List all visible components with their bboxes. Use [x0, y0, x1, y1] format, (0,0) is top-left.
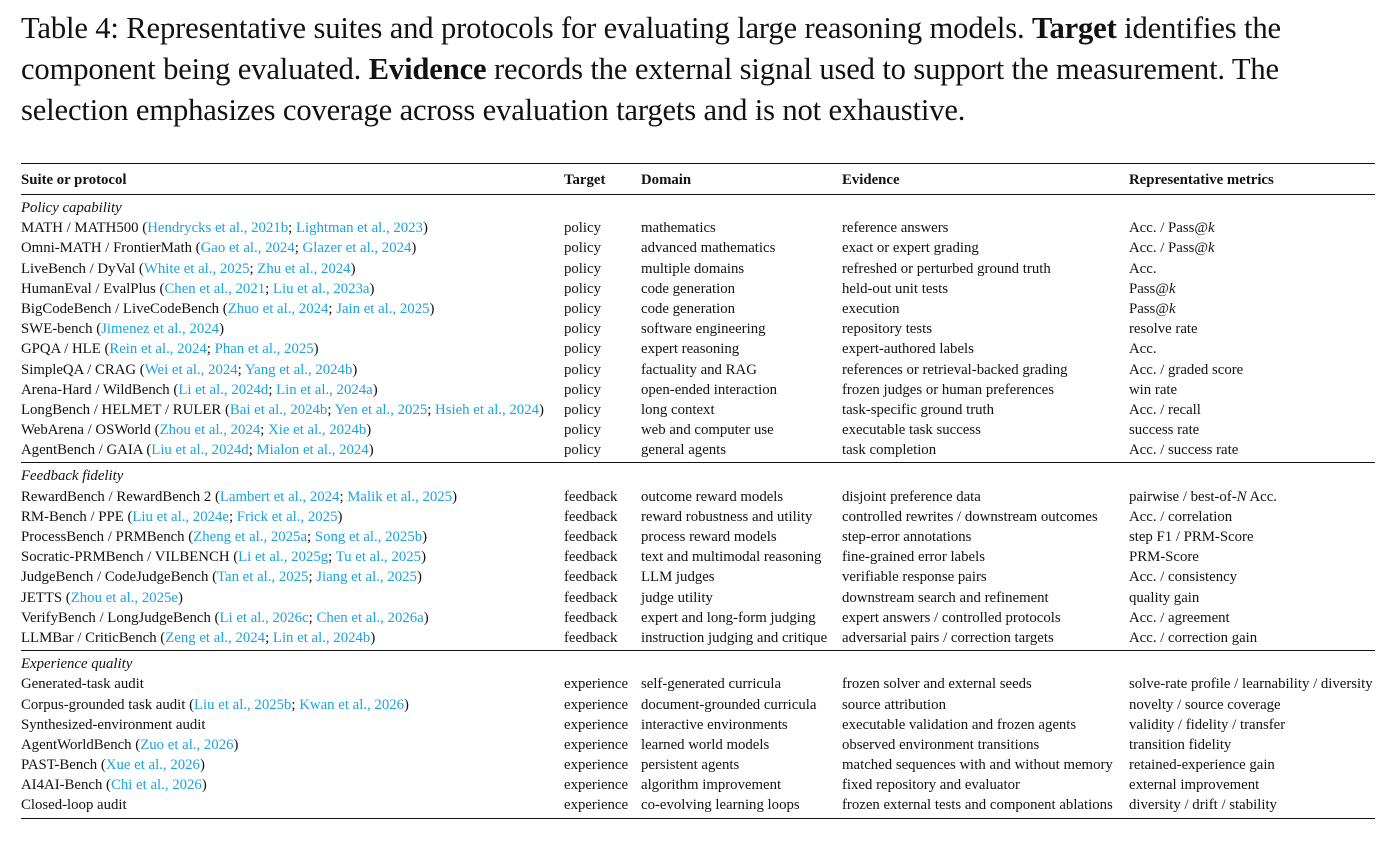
suite-name-cell: VerifyBench / LongJudgeBench (Li et al., 2026c; Chen et al., 2026a)	[21, 609, 429, 626]
evidence-cell: expert answers / controlled protocols	[842, 609, 1061, 626]
citation-link: Phan et al., 2025	[214, 341, 314, 358]
citation-link: Song et al., 2025b	[314, 529, 423, 545]
domain-cell: judge utility	[641, 589, 713, 606]
evidence-cell: repository tests	[842, 321, 933, 338]
evidence-cell: downstream search and refinement	[842, 589, 1049, 606]
evidence-cell: held-out unit tests	[842, 280, 949, 297]
header-suite: Suite or protocol	[21, 172, 127, 188]
evidence-cell: fine-grained error labels	[842, 549, 985, 566]
domain-cell: reward robustness and utility	[641, 508, 813, 525]
suite-name: RewardBench / RewardBench 2 (	[21, 488, 220, 505]
table-row	[21, 440, 1375, 460]
citation-link: Zuo et al., 2026	[140, 736, 234, 753]
target-cell: feedback	[564, 549, 618, 566]
domain-cell: LLM judges	[641, 569, 715, 586]
citation-link: Xue et al., 2026	[105, 757, 200, 774]
table-row	[21, 527, 1375, 547]
citation-link: Glazer et al., 2024	[302, 240, 412, 257]
citation-link: Lin et al., 2024a	[276, 381, 373, 398]
table-row	[21, 608, 1375, 628]
target-cell: policy	[564, 220, 601, 237]
evidence-cell: frozen solver and external seeds	[842, 676, 1032, 693]
table-row	[21, 259, 1375, 279]
table-row	[21, 420, 1375, 440]
metric-cell: Acc.	[1129, 260, 1157, 277]
table-body	[21, 195, 1375, 818]
suite-name: GPQA / HLE (	[21, 341, 110, 358]
suite-name-cell: SWE-bench (Jimenez et al., 2024)	[21, 321, 224, 338]
table-row	[21, 735, 1375, 755]
metric-cell: Acc. / success rate	[1129, 442, 1239, 459]
metric-cell: novelty / source coverage	[1129, 696, 1281, 713]
domain-cell: learned world models	[641, 736, 770, 753]
citation-link: Kwan et al., 2026	[299, 696, 405, 713]
target-cell: policy	[564, 381, 601, 398]
evidence-cell: source attribution	[842, 696, 946, 713]
table-row	[21, 755, 1375, 775]
suite-name: MATH / MATH500 (	[21, 220, 148, 237]
target-cell: policy	[564, 341, 601, 358]
evidence-cell: execution	[842, 300, 900, 317]
domain-cell: document-grounded curricula	[641, 696, 817, 713]
metric-cell: Acc. / recall	[1129, 401, 1201, 418]
citation-link: Chen et al., 2026a	[316, 609, 424, 626]
target-cell: experience	[564, 777, 629, 794]
evidence-cell: references or retrieval-backed grading	[842, 361, 1068, 378]
suite-name-cell: BigCodeBench / LiveCodeBench (Zhuo et al., 2024; Jain et al., 2025)	[21, 300, 435, 317]
domain-cell: multiple domains	[641, 260, 745, 277]
target-cell: experience	[564, 716, 629, 733]
domain-cell: persistent agents	[641, 757, 740, 774]
citation-link: Zhuo et al., 2024	[227, 300, 329, 317]
evidence-cell: reference answers	[842, 220, 949, 237]
section-title: Feedback fidelity	[21, 468, 124, 485]
domain-cell: process reward models	[641, 529, 777, 545]
suite-name: JudgeBench / CodeJudgeBench (	[21, 569, 218, 586]
section-title-row	[21, 466, 1375, 486]
suite-name: Generated-task audit	[21, 676, 144, 693]
metric-cell: Acc. / agreement	[1129, 609, 1230, 626]
evidence-cell: controlled rewrites / downstream outcomes	[842, 508, 1098, 525]
domain-cell: interactive environments	[641, 716, 788, 733]
metric-cell: win rate	[1129, 381, 1178, 398]
suite-name: HumanEval / EvalPlus (	[21, 280, 165, 297]
domain-cell: general agents	[641, 442, 727, 459]
target-cell: policy	[564, 280, 601, 297]
citation-link: Yen et al., 2025	[334, 401, 428, 418]
metric-cell: Acc. / Pass@k	[1129, 240, 1215, 257]
citation-link: Liu et al., 2024e	[132, 508, 229, 525]
suite-name-cell: LLMBar / CriticBench (Zeng et al., 2024; Lin et al., 2024b)	[21, 629, 376, 646]
citation-link: Bai et al., 2024b	[229, 401, 328, 418]
target-cell: feedback	[564, 488, 618, 505]
citation-link: Yang et al., 2024b	[244, 361, 353, 378]
suite-name-cell: GPQA / HLE (Rein et al., 2024; Phan et al., 2025)	[21, 341, 319, 358]
evidence-cell: step-error annotations	[842, 529, 972, 545]
citation-link: Zhu et al., 2024	[257, 260, 351, 277]
target-cell: feedback	[564, 529, 618, 545]
header-evidence: Evidence	[842, 172, 900, 188]
citation-link: Chi et al., 2026	[110, 777, 202, 794]
evidence-cell: adversarial pairs / correction targets	[842, 629, 1054, 646]
citation-link: Zeng et al., 2024	[165, 629, 266, 646]
suite-name-cell: AI4AI-Bench (Chi et al., 2026)	[21, 777, 207, 794]
suite-name-cell	[21, 795, 127, 815]
table-caption	[21, 8, 1391, 131]
suite-name: LongBench / HELMET / RULER (	[21, 401, 230, 418]
domain-cell: instruction judging and critique	[641, 629, 828, 646]
target-cell: experience	[564, 676, 629, 693]
target-cell: policy	[564, 361, 601, 378]
evaluation-suites-table	[21, 163, 1375, 819]
target-cell: feedback	[564, 609, 618, 626]
suite-name-cell: RewardBench / RewardBench 2 (Lambert et al., 2024; Malik et al., 2025)	[21, 488, 457, 505]
domain-cell: expert reasoning	[641, 341, 740, 358]
suite-name: WebArena / OSWorld (	[21, 422, 160, 439]
metric-cell: step F1 / PRM-Score	[1129, 529, 1254, 545]
table-row	[21, 339, 1375, 359]
header-target: Target	[564, 172, 606, 188]
domain-cell: algorithm improvement	[641, 777, 782, 794]
citation-link: Hendrycks et al., 2021b	[147, 220, 289, 237]
domain-cell: open-ended interaction	[641, 381, 777, 398]
header-metrics: Representative metrics	[1129, 172, 1274, 188]
suite-name: AI4AI-Bench (	[21, 777, 111, 794]
citation-link: Zheng et al., 2025a	[193, 529, 308, 545]
citation-link: Chen et al., 2021	[164, 280, 266, 297]
citation-link: Zhou et al., 2024	[159, 422, 261, 439]
section-title: Experience quality	[21, 656, 133, 673]
target-cell: policy	[564, 442, 601, 459]
target-cell: policy	[564, 300, 601, 317]
citation-link: Li et al., 2025g	[238, 549, 329, 566]
suite-name-cell	[21, 715, 206, 735]
target-cell: policy	[564, 260, 601, 277]
citation-link: Tan et al., 2025	[217, 569, 309, 586]
suite-name: SWE-bench (	[21, 321, 102, 338]
evidence-cell: observed environment transitions	[842, 736, 1040, 753]
section-title-row	[21, 198, 1375, 218]
target-cell: experience	[564, 757, 629, 774]
metric-cell: Pass@k	[1129, 300, 1176, 317]
table-row	[21, 400, 1375, 420]
suite-name-cell: RM-Bench / PPE (Liu et al., 2024e; Frick et al., 2025)	[21, 508, 343, 525]
citation-link: Liu et al., 2024d	[151, 442, 249, 459]
suite-name: Socratic-PRMBench / VILBENCH (	[21, 549, 239, 566]
suite-name: LiveBench / DyVal (	[21, 260, 144, 277]
table-row	[21, 567, 1375, 587]
suite-name-cell: Arena-Hard / WildBench (Li et al., 2024d; Lin et al., 2024a)	[21, 381, 378, 398]
citation-link: Jain et al., 2025	[336, 300, 430, 317]
domain-cell: outcome reward models	[641, 488, 784, 505]
suite-name: AgentWorldBench (	[21, 736, 141, 753]
citation-link: Mialon et al., 2024	[256, 442, 369, 459]
citation-link: Liu et al., 2025b	[194, 696, 292, 713]
metric-cell: Pass@k	[1129, 280, 1176, 297]
metric-cell: quality gain	[1129, 589, 1200, 606]
citation-link: Frick et al., 2025	[236, 508, 338, 525]
target-cell: feedback	[564, 629, 618, 646]
target-cell: feedback	[564, 508, 618, 525]
suite-name-cell: MATH / MATH500 (Hendrycks et al., 2021b; Lightman et al., 2023)	[21, 220, 428, 237]
metric-cell: retained-experience gain	[1129, 757, 1275, 774]
domain-cell: code generation	[641, 280, 736, 297]
section-title: Policy capability	[21, 200, 122, 216]
citation-link: Lambert et al., 2024	[219, 488, 340, 505]
domain-cell: software engineering	[641, 321, 766, 338]
suite-name: AgentBench / GAIA (	[21, 442, 152, 459]
target-cell: experience	[564, 736, 629, 753]
metric-cell: Acc.	[1129, 341, 1157, 358]
evidence-cell: disjoint preference data	[842, 488, 981, 505]
table-row	[21, 715, 1375, 735]
citation-link: Xie et al., 2024b	[268, 422, 367, 439]
suite-name-cell: LongBench / HELMET / RULER (Bai et al., 2024b; Yen et al., 2025; Hsieh et al., 2024)	[21, 401, 544, 418]
target-cell: policy	[564, 422, 601, 439]
table-row	[21, 507, 1375, 527]
metric-cell: transition fidelity	[1129, 736, 1232, 753]
evidence-cell: verifiable response pairs	[842, 569, 987, 586]
table-row	[21, 238, 1375, 258]
target-cell: policy	[564, 240, 601, 257]
domain-cell: long context	[641, 401, 715, 418]
suite-name-cell: AgentBench / GAIA (Liu et al., 2024d; Mialon et al., 2024)	[21, 442, 374, 459]
suite-name-cell: Omni-MATH / FrontierMath (Gao et al., 2024; Glazer et al., 2024)	[21, 240, 417, 257]
evidence-cell: frozen judges or human preferences	[842, 381, 1054, 398]
citation-link: Rein et al., 2024	[109, 341, 207, 358]
domain-cell: expert and long-form judging	[641, 609, 816, 626]
header-domain: Domain	[641, 172, 692, 188]
domain-cell: code generation	[641, 300, 736, 317]
caption-text-2: identifies the component being evaluated.	[21, 11, 1281, 86]
metric-cell: Acc. / correction gain	[1129, 629, 1258, 646]
suite-name: SimpleQA / CRAG (	[21, 361, 145, 378]
domain-cell: advanced mathematics	[641, 240, 776, 257]
citation-link: Hsieh et al., 2024	[435, 401, 539, 418]
caption-text-3: records the external signal used to support the measurement. The selection emphasizes coverage across evaluation targets and is not exhaustive.	[21, 52, 1279, 127]
citation-link: Liu et al., 2023a	[272, 280, 370, 297]
target-cell: experience	[564, 797, 629, 814]
target-cell: feedback	[564, 589, 618, 606]
metric-cell: diversity / drift / stability	[1129, 797, 1277, 814]
target-cell: feedback	[564, 569, 618, 586]
domain-cell: text and multimodal reasoning	[641, 549, 822, 566]
suite-name-cell: LiveBench / DyVal (White et al., 2025; Zhu et al., 2024)	[21, 260, 356, 277]
table-row	[21, 795, 1375, 815]
suite-name-cell: PAST-Bench (Xue et al., 2026)	[21, 757, 205, 774]
caption-bold-evidence: Evidence	[368, 52, 487, 86]
metric-cell: validity / fidelity / transfer	[1129, 716, 1286, 733]
caption-text-1: Representative suites and protocols for evaluating large reasoning models.	[118, 11, 1033, 45]
evidence-cell: matched sequences with and without memory	[842, 757, 1113, 774]
suite-name-cell: Corpus-grounded task audit (Liu et al., 2025b; Kwan et al., 2026)	[21, 696, 409, 713]
caption-label: Table 4:	[21, 11, 119, 45]
metric-cell: resolve rate	[1129, 321, 1198, 338]
suite-name-cell: WebArena / OSWorld (Zhou et al., 2024; Xie et al., 2024b)	[21, 422, 372, 439]
evidence-cell: executable validation and frozen agents	[842, 716, 1077, 733]
citation-link: Lin et al., 2024b	[272, 629, 371, 646]
domain-cell: web and computer use	[641, 422, 774, 439]
suite-name: BigCodeBench / LiveCodeBench (	[21, 300, 228, 317]
citation-link: Jimenez et al., 2024	[101, 321, 220, 338]
citation-link: Zhou et al., 2025e	[70, 589, 178, 606]
table-row	[21, 279, 1375, 299]
citation-link: Lightman et al., 2023	[295, 220, 423, 237]
metric-cell: Acc. / correlation	[1129, 508, 1233, 525]
citation-link: Wei et al., 2024	[144, 361, 238, 378]
metric-cell: external improvement	[1129, 777, 1260, 794]
metric-cell: solve-rate profile / learnability / diversity	[1129, 676, 1373, 693]
table-row	[21, 588, 1375, 608]
metric-cell: success rate	[1129, 422, 1200, 439]
suite-name-cell: Socratic-PRMBench / VILBENCH (Li et al., 2025g; Tu et al., 2025)	[21, 549, 426, 566]
domain-cell: self-generated curricula	[641, 676, 782, 693]
evidence-cell: fixed repository and evaluator	[842, 777, 1020, 794]
target-cell: policy	[564, 401, 601, 418]
suite-name: PAST-Bench (	[21, 757, 106, 774]
citation-link: Li et al., 2026c	[219, 609, 309, 626]
table-row	[21, 360, 1375, 380]
table-row	[21, 695, 1375, 715]
suite-name-cell: ProcessBench / PRMBench (Zheng et al., 2025a; Song et al., 2025b)	[21, 529, 428, 545]
evidence-cell: refreshed or perturbed ground truth	[842, 260, 1051, 277]
suite-name-cell: JETTS (Zhou et al., 2025e)	[21, 589, 183, 606]
metric-cell: Acc. / graded score	[1129, 361, 1244, 378]
suite-name: Omni-MATH / FrontierMath (	[21, 240, 201, 257]
evidence-cell: task completion	[842, 442, 937, 459]
suite-name: JETTS (	[21, 589, 71, 606]
suite-name-cell: JudgeBench / CodeJudgeBench (Tan et al., 2025; Jiang et al., 2025)	[21, 569, 422, 586]
citation-link: Tu et al., 2025	[335, 549, 422, 566]
suite-name: LLMBar / CriticBench (	[21, 629, 166, 646]
evidence-cell: exact or expert grading	[842, 240, 979, 257]
table-row	[21, 319, 1375, 339]
evidence-cell: expert-authored labels	[842, 341, 974, 358]
suite-name-cell: HumanEval / EvalPlus (Chen et al., 2021; Liu et al., 2023a)	[21, 280, 375, 297]
evidence-cell: frozen external tests and component ablations	[842, 797, 1113, 814]
table-row	[21, 547, 1375, 567]
suite-name: ProcessBench / PRMBench (	[21, 529, 194, 545]
evidence-cell: executable task success	[842, 422, 981, 439]
suite-name-cell: SimpleQA / CRAG (Wei et al., 2024; Yang et al., 2024b)	[21, 361, 358, 378]
citation-link: Jiang et al., 2025	[316, 569, 417, 586]
caption-bold-target: Target	[1032, 11, 1117, 45]
suite-name: Arena-Hard / WildBench (	[21, 381, 179, 398]
metric-cell: Acc. / Pass@k	[1129, 220, 1215, 237]
suite-name: RM-Bench / PPE (	[21, 508, 133, 525]
suite-name: Synthesized-environment audit	[21, 716, 206, 733]
target-cell: policy	[564, 321, 601, 338]
suite-name: Corpus-grounded task audit (	[21, 696, 195, 713]
domain-cell: factuality and RAG	[641, 361, 757, 378]
section-title-row	[21, 654, 1375, 674]
table-bottom-rule	[21, 818, 1375, 819]
table-header-row	[21, 164, 1375, 194]
citation-link: Li et al., 2024d	[178, 381, 269, 398]
table-row	[21, 674, 1375, 694]
table-row	[21, 380, 1375, 400]
suite-name-cell: AgentWorldBench (Zuo et al., 2026)	[21, 736, 239, 753]
evidence-cell: task-specific ground truth	[842, 401, 995, 418]
citation-link: Malik et al., 2025	[347, 488, 453, 505]
metric-cell: pairwise / best-of-N Acc.	[1129, 488, 1277, 505]
suite-name-cell	[21, 674, 144, 694]
table-row	[21, 775, 1375, 795]
citation-link: Gao et al., 2024	[200, 240, 295, 257]
domain-cell: mathematics	[641, 220, 716, 237]
table-row	[21, 487, 1375, 507]
table-row	[21, 299, 1375, 319]
table-row	[21, 218, 1375, 238]
target-cell: experience	[564, 696, 629, 713]
citation-link: White et al., 2025	[143, 260, 250, 277]
suite-name: VerifyBench / LongJudgeBench (	[21, 609, 220, 626]
table-row	[21, 628, 1375, 648]
metric-cell: Acc. / consistency	[1129, 569, 1238, 586]
domain-cell: co-evolving learning loops	[641, 797, 800, 814]
metric-cell: PRM-Score	[1129, 549, 1199, 566]
suite-name: Closed-loop audit	[21, 797, 127, 814]
